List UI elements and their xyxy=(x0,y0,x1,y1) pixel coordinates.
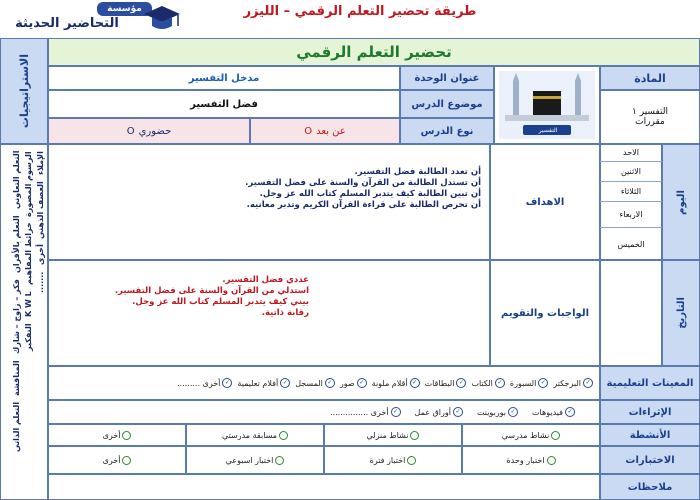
goals-label: الاهداف xyxy=(490,144,600,260)
radio-icon[interactable] xyxy=(279,431,288,440)
strategy-item[interactable]: التعلم بالأقران xyxy=(12,215,21,274)
logo xyxy=(2,2,182,38)
goal-item: أن تحرص الطالبة على قراءة القرآن الكريم وتدبر معانيه. xyxy=(246,200,481,210)
radio-icon[interactable] xyxy=(547,456,556,465)
homework-item: رقابة ذاتية. xyxy=(261,308,309,318)
day-item[interactable]: الاحد xyxy=(600,144,662,162)
homework-label: الواجبات والتقويم xyxy=(490,260,600,366)
activities-label: الأنشطة xyxy=(600,424,700,446)
goal-item: أن تعدد الطالبة فضل التفسير. xyxy=(354,167,481,177)
banner: تحضير التعلم الرقمي xyxy=(48,38,700,66)
day-item[interactable]: الخميس xyxy=(617,239,645,249)
logo-text: التحاضير الحديثة xyxy=(15,16,119,31)
radio-icon[interactable] xyxy=(122,431,131,440)
activity-option[interactable]: أخرى xyxy=(48,424,186,446)
day-item[interactable]: الثلاثاء xyxy=(600,182,662,202)
strategy-item[interactable]: K W L xyxy=(24,291,33,318)
day-item[interactable]: الاثنين xyxy=(600,162,662,182)
strategy-item[interactable]: الإملاء xyxy=(36,151,45,175)
check-icon[interactable]: ✓ xyxy=(391,407,401,417)
radio-icon[interactable] xyxy=(551,431,560,440)
notes-label: ملاحظات xyxy=(600,474,700,500)
aid-option[interactable]: ✓ أفلام تعليمية xyxy=(237,378,290,388)
radio-icon[interactable] xyxy=(122,456,131,465)
enrich-option[interactable]: ✓ أوراق عمل xyxy=(415,407,463,417)
tests-label: الاختبارات xyxy=(600,446,700,474)
activity-option[interactable]: نشاط مدرسي xyxy=(462,424,600,446)
aid-option[interactable]: ✓ أخرى ......... xyxy=(177,378,232,388)
strategy-item[interactable]: العصف الذهني xyxy=(36,180,45,239)
strategies-col-2 xyxy=(24,151,33,491)
goal-item: أن تبين الطالبة كيف يتدبر المسلم كتاب الله عز وجل. xyxy=(259,189,481,199)
strategy-item[interactable]: الرسوم المصورة xyxy=(24,151,33,217)
homework-content xyxy=(48,260,490,366)
subject-label: المادة xyxy=(600,66,700,90)
enrich-option[interactable]: ✓ فيديوهات xyxy=(532,407,575,417)
check-icon[interactable]: ✓ xyxy=(565,407,575,417)
day-label: اليوم xyxy=(662,144,700,260)
check-icon[interactable]: ✓ xyxy=(583,378,593,388)
activity-option[interactable]: نشاط منزلي xyxy=(324,424,462,446)
radio-icon[interactable] xyxy=(407,456,416,465)
radio-icon[interactable]: O xyxy=(126,125,135,137)
enrich-label: الإثراءات xyxy=(600,400,700,424)
radio-icon[interactable] xyxy=(275,456,284,465)
test-option[interactable]: اختبار فترة xyxy=(324,446,462,474)
day-item[interactable]: الاربعاء xyxy=(600,202,662,228)
aid-option[interactable]: ✓ البرجكتر xyxy=(553,378,593,388)
test-option[interactable]: أخرى xyxy=(48,446,186,474)
aid-option[interactable]: ✓ البطاقات xyxy=(425,378,467,388)
check-icon[interactable]: ✓ xyxy=(508,407,518,417)
enrich-option[interactable]: ✓ أخرى ............... xyxy=(330,407,401,417)
subject-value: التفسير ١ مقررات xyxy=(600,90,700,144)
check-icon[interactable]: ✓ xyxy=(357,378,367,388)
subject-image xyxy=(494,66,600,144)
strategy-item[interactable]: أخرى xyxy=(36,244,45,266)
strategy-item[interactable]: ....... xyxy=(36,271,45,293)
check-icon[interactable]: ✓ xyxy=(453,407,463,417)
check-icon[interactable]: ✓ xyxy=(325,378,335,388)
strategy-item[interactable]: خرائط المفاهيم xyxy=(24,222,33,286)
strategy-item[interactable]: التعلم التعاوني xyxy=(12,151,21,210)
strategies-list xyxy=(0,144,48,500)
strategy-item[interactable]: التعلم الذاتي xyxy=(12,401,21,452)
strategy-item[interactable]: التفكير xyxy=(24,323,33,351)
unit-label: عنوان الوحدة xyxy=(400,66,494,90)
lesson-type-remote[interactable]: عن بعد O xyxy=(250,118,400,144)
aid-option[interactable]: ✓ الكتاب xyxy=(471,378,504,388)
strategies-col-1 xyxy=(12,151,21,491)
date-value[interactable] xyxy=(600,260,662,366)
activity-option[interactable]: مسابقة مدرستي xyxy=(186,424,324,446)
graduation-cap-icon xyxy=(142,4,182,34)
page-title: طريقة تحضير التعلم الرقمي – الليزر xyxy=(243,4,477,19)
aid-option[interactable]: ✓ السبورة xyxy=(510,378,548,388)
test-option[interactable]: اختبار اسبوعي xyxy=(186,446,324,474)
unit-value: مدخل التفسير xyxy=(48,66,400,90)
check-icon[interactable]: ✓ xyxy=(222,378,232,388)
check-icon[interactable]: ✓ xyxy=(495,378,505,388)
enrich-content xyxy=(48,400,600,424)
notes-field[interactable] xyxy=(48,474,600,500)
date-label: التاريخ xyxy=(662,260,700,366)
enrich-option[interactable]: ✓ بوربوينت xyxy=(477,407,518,417)
goal-item: أن تستدل الطالبة من القرآن والسنة على فضل التفسير. xyxy=(245,178,481,188)
strategy-item[interactable]: المناقشة xyxy=(12,359,21,396)
radio-icon[interactable]: O xyxy=(304,125,313,137)
homework-item: عددي فضل التفسير. xyxy=(222,275,309,285)
strategies-col-3 xyxy=(36,151,45,491)
subject-image-caption: التفسير xyxy=(538,127,558,134)
lesson-value: فضل التفسير xyxy=(48,90,400,118)
aid-option[interactable]: ✓ أقلام ملونة xyxy=(372,378,420,388)
check-icon[interactable]: ✓ xyxy=(280,378,290,388)
logo-badge: مؤسسة xyxy=(97,2,152,16)
check-icon[interactable]: ✓ xyxy=(538,378,548,388)
aids-content xyxy=(48,366,600,400)
goals-content xyxy=(48,144,490,260)
lesson-type-presence[interactable]: حضوري O xyxy=(48,118,250,144)
aids-label: المعينات التعليمية xyxy=(600,366,700,400)
radio-icon[interactable] xyxy=(410,431,419,440)
lesson-label: موضوع الدرس xyxy=(400,90,494,118)
check-icon[interactable]: ✓ xyxy=(410,378,420,388)
check-icon[interactable]: ✓ xyxy=(456,378,466,388)
strategy-item[interactable]: فكر – زاوج – شارك xyxy=(12,279,21,354)
strategies-label: الاستراتيجيات xyxy=(0,38,48,144)
aid-option[interactable]: ✓ صور xyxy=(340,378,367,388)
lesson-type-label: نوع الدرس xyxy=(400,118,494,144)
test-option[interactable]: اختبار وحدة xyxy=(462,446,600,474)
aid-option[interactable]: ✓ المسجل xyxy=(295,378,335,388)
homework-item: بيني كيف يتدبر المسلم كتاب الله عز وجل. xyxy=(132,297,309,307)
homework-item: استدلي من القرآن والسنة على فضل التفسير. xyxy=(114,286,309,296)
